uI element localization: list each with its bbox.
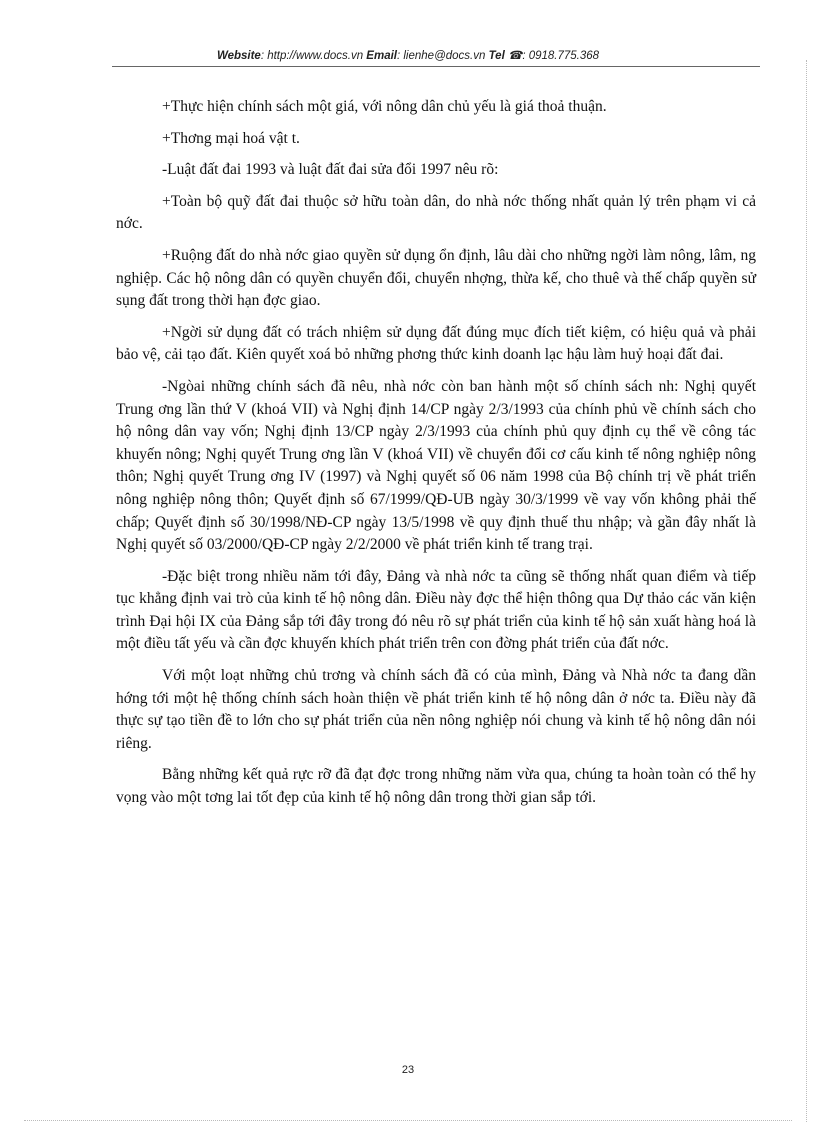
paragraph: -Đặc biệt trong nhiều năm tới đây, Đảng và nhà nớc ta cũng sẽ thống nhất quan điểm và tiếp tục khẳng định vai trò của kinh tế hộ nông dân. Điều này đợc thể hiện thông qua Dự thảo các văn kiện trình Đại hội IX của Đảng sắp tới đây trong đó nêu rõ sự phát triển của kinh tế hộ sản xuất hàng hoá là một điều tất yếu và cần đợc khuyến khích phát triển trên con đờng phát triển của đất nớc. xyxy=(116,567,756,653)
paragraph: +Thơng mại hoá vật t. xyxy=(162,129,300,147)
website-value: : http://www.docs.vn xyxy=(260,50,364,62)
document-body xyxy=(116,96,756,819)
paragraph: +Ruộng đất do nhà nớc giao quyền sử dụng ổn định, lâu dài cho những ngời làm nông, lâm, ng nghiệp. Các hộ nông dân có quyền chuyển đổi, chuyển nhợng, thừa kế, cho thuê và thế chấp quyền sử sụng đất trong thời hạn đợc giao. xyxy=(116,246,756,310)
bottom-border xyxy=(24,1120,792,1121)
tel-label: Tel xyxy=(488,50,505,62)
paragraph: +Thực hiện chính sách một giá, với nông dân chủ yếu là giá thoả thuận. xyxy=(162,98,607,115)
paragraph: +Ngời sử dụng đất có trách nhiệm sử dụng đất đúng mục đích tiết kiệm, có hiệu quả và phải bảo vệ, cải tạo đất. Kiên quyết xoá bỏ những phơng thức kinh doanh lạc hậu làm huỷ hoại đất đai. xyxy=(116,323,756,364)
paragraph: -Luật đất đai 1993 và luật đất đai sửa đổi 1997 nêu rõ: xyxy=(162,161,499,179)
tel-value: : 0918.775.368 xyxy=(522,50,600,62)
phone-icon: ☎ xyxy=(507,50,523,62)
page-header xyxy=(30,48,786,62)
header-divider xyxy=(112,66,760,67)
paragraph: Bằng những kết quả rực rỡ đã đạt đợc trong những năm vừa qua, chúng ta hoàn toàn có thể hy vọng vào một tơng lai tốt đẹp của kinh tế hộ nông dân trong thời gian sắp tới. xyxy=(116,766,756,807)
email-label: Email xyxy=(366,50,397,62)
paragraph: -Ngòai những chính sách đã nêu, nhà nớc còn ban hành một số chính sách nh: Nghị quyết Trung ơng lần thứ V (khoá VII) và Nghị định 14/CP ngày 2/3/1993 của chính phủ về chính sách cho hộ nông dân vay vốn; Nghị định 13/CP ngày 2/3/1993 của chính phủ quy định cụ thể về công tác khuyến nông; Nghị quyết Trung ơng lần V (khoá VII) về chuyển đổi cơ cấu kinh tế nông nghiệp nông thôn; Nghị quyết Trung ơng IV (1997) và Nghị quyết số 06 năm 1998 của Bộ chính trị về phát triển nông nghiệp nông thôn; Quyết định số 67/1999/QĐ-UB ngày 30/3/1999 về vay vốn không phải thế chấp; Quyết định số 30/1998/NĐ-CP ngày 13/5/1998 về quy định thuế thu nhập; và gần đây nhất là Nghị quyết số 03/2000/QĐ-CP ngày 2/2/2000 về phát triển kinh tế trang trại. xyxy=(116,377,756,554)
paragraph: +Toàn bộ quỹ đất đai thuộc sở hữu toàn dân, do nhà nớc thống nhất quản lý trên phạm vi cả nớc. xyxy=(116,192,756,233)
page-number: 23 xyxy=(401,1064,415,1076)
right-border xyxy=(806,60,807,1122)
website-label: Website xyxy=(216,50,261,62)
paragraph: Với một loạt những chủ trơng và chính sách đã có của mình, Đảng và Nhà nớc ta đang dần hớng tới một hệ thống chính sách hoàn thiện về phát triển kinh tế hộ nông dân ở nớc ta. Điều này đã thực sự tạo tiền đề to lớn cho sự phát triển của nền nông nghiệp nói chung và kinh tế hộ nông dân nói riêng. xyxy=(116,667,756,752)
email-value: : lienhe@docs.vn xyxy=(396,50,486,62)
